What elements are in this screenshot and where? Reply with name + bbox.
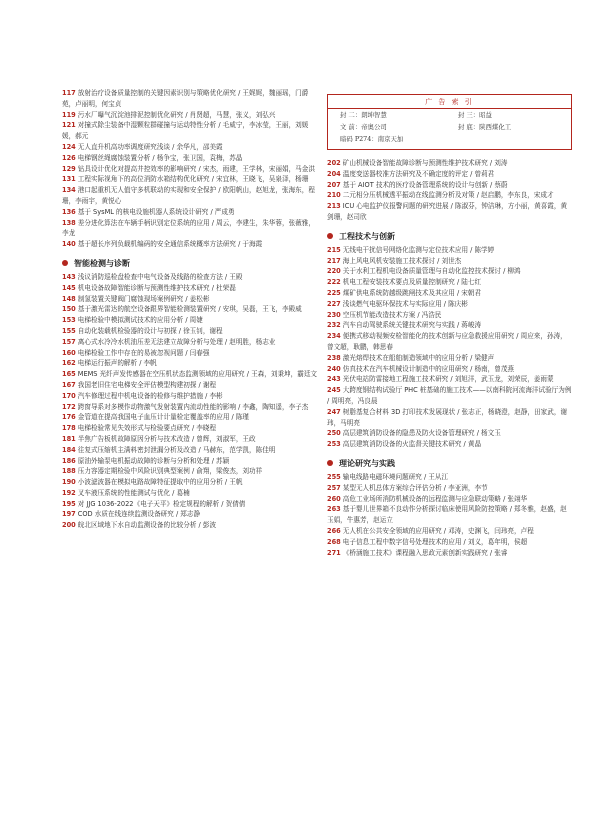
page-number: 178 [62, 424, 76, 433]
article-title: 电梯钢丝绳腐蚀装置分析 / 杨争宝，张卫国，袁梅，苏晶 [77, 153, 243, 162]
toc-entry[interactable] [62, 326, 318, 337]
toc-entry[interactable] [327, 320, 572, 331]
ad-row [328, 121, 571, 133]
toc-entry[interactable] [62, 110, 318, 121]
article-title: 关于水利工程机电设备质量管理与自动化监控技术探讨 / 柳鸿 [342, 267, 521, 276]
page-number: 266 [327, 526, 341, 535]
page-number: 240 [327, 364, 341, 373]
bullet-dot-icon [62, 260, 68, 266]
article-title: 跨窗导系对多模作动物激气发射装置内流动性能的影响 / 李鑫，陶知遥，李子杰 [77, 402, 309, 411]
table-of-contents [62, 88, 572, 748]
page-number: 232 [327, 321, 341, 330]
page-number: 129 [62, 164, 76, 173]
toc-entry[interactable] [62, 337, 318, 348]
page-number: 188 [62, 467, 76, 476]
toc-entry[interactable] [62, 304, 318, 315]
article-title: 某型无人机总体方案综合评估分析 / 李亚洲，李节 [342, 483, 488, 492]
ad-cell: 暗码 P274：南京天加 [340, 135, 404, 143]
page-number: 230 [327, 310, 341, 319]
page-number: 213 [327, 202, 341, 211]
page-number: 172 [62, 402, 76, 411]
toc-entry[interactable] [327, 407, 572, 429]
article-title: 二元相分压机械透平振动在线监测分析及对策 / 赵启鹏，李东良，宋成才 [342, 191, 554, 200]
article-title: COD 水质在线连续监测设备研究 / 郑志静 [77, 510, 201, 519]
toc-entry[interactable] [62, 520, 318, 531]
article-title: 差分进化算法在车辆手柄识别定位系统的应用 / 周云，李建生，朱华蓉，张薇雅，李龙 [62, 218, 315, 238]
article-title: MEMS 光纤声发传感器在空压机状态监测领域的应用研究 / 王森，刘秉坤，霸廷文 [77, 370, 318, 379]
page-number: 145 [62, 283, 76, 292]
toc-entry[interactable] [327, 472, 572, 483]
article-title: 钻具设计优化对提高井控效率的影响研究 / 宋杰，雨建，王学林，宋丽娟，马金洪 [77, 164, 315, 173]
article-title: 电梯检验工作中存在的易被忽视问题 / 闫春强 [77, 348, 210, 357]
right-column [327, 88, 572, 558]
toc-entry[interactable] [327, 201, 572, 223]
ad-row [328, 109, 571, 121]
toc-entry[interactable] [62, 499, 318, 510]
article-title: 无线电干扰信号网络化监测与定位技术应用 / 陈学婷 [342, 245, 495, 254]
toc-entry[interactable] [327, 374, 572, 385]
toc-entry[interactable] [327, 331, 572, 353]
toc-entry[interactable] [62, 120, 318, 142]
article-title: 汽车自动驾驶系统关键技术研究与实践 / 蒋峻涛 [342, 321, 482, 330]
page-number: 176 [62, 413, 76, 422]
article-title: 原油外输泵电机振动故障的诊断与分析和处理 / 苏颖 [77, 456, 230, 465]
page-number: 165 [62, 370, 76, 379]
article-title: 浅议消防巡检盘检查中电气设备及线路的检查方法 / 王殿 [77, 272, 243, 281]
article-title: 半焦广告板机故障原因分析与技术改造 / 曾辉，刘淑军，王政 [77, 434, 256, 443]
section-title: 理论研究与实践 [339, 458, 395, 468]
page-number: 150 [62, 305, 76, 314]
page-number: 136 [62, 207, 76, 216]
article-title: 高危工业场所消防机械设备的远程监测与应急联动策略 / 张翊华 [342, 494, 528, 503]
ad-cell [458, 133, 571, 145]
article-title: 电梯检验常见失效形式与检验要点研究 / 李晓程 [77, 424, 217, 433]
toc-entry[interactable] [327, 385, 572, 407]
page-number: 253 [327, 440, 341, 449]
toc-entry[interactable] [62, 142, 318, 153]
article-title: 海上风电风机安装施工技术探讨 / 刘世杰 [342, 256, 462, 265]
article-title: 电梯运行振声的解析 / 李帆 [77, 359, 157, 368]
toc-entry[interactable] [62, 153, 318, 164]
section-entries-theory [327, 472, 572, 558]
toc-entry[interactable] [62, 423, 318, 434]
toc-entry[interactable] [62, 369, 318, 380]
article-title: 《桥涵施工技术》课程融入思政元素创新实践研究 / 张睿 [342, 548, 508, 557]
page-number: 197 [62, 510, 76, 519]
section-header-engineering [327, 231, 572, 242]
article-title: 浅谈燃气电驱环保技术与实际应用 / 陈庆彬 [342, 299, 468, 308]
page-number: 170 [62, 391, 76, 400]
article-title: 制氢装置关键阀门腐蚀现场案例研究 / 姜松彬 [77, 294, 210, 303]
article-title: 机电设备故障智能诊断与预测性维护技术研究 / 杜荣磊 [77, 283, 236, 292]
toc-entry[interactable] [62, 434, 318, 445]
article-title: 基于 SysML 的核电设施机器人系统设计研究 / 严成勇 [77, 207, 235, 216]
toc-entry[interactable] [62, 207, 318, 218]
toc-entry[interactable] [62, 283, 318, 294]
toc-entry[interactable] [327, 299, 572, 310]
page-number: 153 [62, 316, 76, 325]
article-title: 电子信息工程中数字信号处理技术的应用 / 刘义，葛年明，侯超 [342, 537, 528, 546]
toc-entry[interactable] [327, 483, 572, 494]
article-title: 叉车液压系统的性能测试与优化 / 葛楠 [77, 488, 190, 497]
section-header-smart-detection [62, 258, 318, 269]
article-title: 机电工程安装技术要点及质量控制研究 / 陆七红 [342, 278, 482, 287]
article-title: 电梯检验中模拟测试技术的应用分析 / 周婕 [77, 316, 203, 325]
article-title: 大跨度钢结构试验厅 PHC 桩基础的施工技术——以南科院河流海洋试验厅为例 / 周明亮，冯良晨 [327, 386, 572, 405]
page-number: 255 [327, 472, 341, 481]
article-title: 煤矿供电系统防越级跳闸技术及其应用 / 宋朝君 [342, 288, 482, 297]
ad-cell: 文 前：帝奥公司 [340, 123, 387, 131]
page-number: 202 [327, 159, 341, 167]
toc-entry[interactable] [62, 239, 318, 250]
toc-entry[interactable] [62, 391, 318, 402]
article-title: 空压机节能改造技术方案 / 冯浩民 [342, 310, 442, 319]
article-title: 无人机在公共安全领域的应用研究 / 邓涛，史渊飞，闫玮亮，卢程 [342, 526, 534, 535]
article-title: 高层建筑消防设备的火监督关键技术研究 / 黄晶 [342, 440, 482, 449]
page-number: 162 [62, 359, 76, 368]
toc-entry[interactable] [327, 364, 572, 375]
page-number: 117 [62, 89, 76, 97]
article-title: 港口起重机无人值守多机联动的实现和安全保护 / 欧阳帆山，赵旭龙，张海东，程珊，李雨宇，黄悦心 [62, 186, 315, 205]
page-number: 143 [62, 272, 76, 281]
toc-entry[interactable] [62, 466, 318, 477]
toc-entry[interactable] [327, 256, 572, 267]
bullet-dot-icon [327, 233, 333, 239]
page-number: 119 [62, 110, 76, 119]
toc-entry[interactable] [62, 294, 318, 305]
toc-entry[interactable] [327, 439, 572, 450]
page-number: 148 [62, 294, 76, 303]
toc-entry[interactable] [62, 477, 318, 488]
page-number: 195 [62, 499, 76, 508]
page-number: 167 [62, 380, 76, 389]
right-top-entries [327, 158, 572, 223]
article-title: 自动化装载机检验器的设计与初探 / 徐玉钊，谢程 [77, 326, 223, 335]
page-number: 121 [62, 121, 76, 130]
toc-entry[interactable] [62, 174, 318, 185]
toc-entry[interactable] [62, 509, 318, 520]
page-number: 134 [62, 186, 76, 195]
section-entries-smart-detection [62, 272, 318, 531]
article-title: 矿山机械设备智能故障诊断与预测性维护技术研究 / 刘涛 [342, 159, 508, 167]
ad-row [328, 133, 571, 145]
article-title: 输电线路电磁环境问题研究 / 王从江 [342, 472, 449, 481]
article-title: 压力容器定期检验中风险识别典型案例 / 俞翔，梁俊杰，刘功祥 [77, 467, 263, 476]
page-number: 245 [327, 386, 341, 395]
toc-entry[interactable] [62, 315, 318, 326]
page-number: 181 [62, 434, 76, 443]
toc-entry[interactable] [62, 488, 318, 499]
toc-entry[interactable] [327, 190, 572, 201]
section-title: 工程技术与创新 [339, 231, 395, 241]
toc-entry[interactable] [62, 380, 318, 391]
page-number: 186 [62, 456, 76, 465]
page-number: 227 [327, 299, 341, 308]
page-number: 260 [327, 494, 341, 503]
article-title: 我国老旧住宅电梯安全评估模型构建初探 / 谢程 [77, 380, 217, 389]
page-number: 200 [62, 521, 76, 530]
page-number: 184 [62, 445, 76, 454]
article-title: 光伏电站防雷接地工程施工技术研究 / 刘旭洋，武玉龙，刘荣辰，姜雨蒙 [342, 375, 554, 384]
article-title: 基于 AIOT 技术的医疗设备管理系统的设计与创新 / 蔡蔚 [342, 180, 508, 189]
ad-index-title: 广 告 索 引 [328, 95, 571, 109]
toc-entry[interactable] [327, 180, 572, 191]
article-title: 对撞式除尘装备中湿颗粒群碰撞与运动特性分析 / 毛威宁，李冰莹，王丽，刘媛媛，郝元 [62, 121, 309, 141]
toc-entry[interactable] [327, 277, 572, 288]
article-title: 小波滤波器在模拟电路故障特征提取中的应用分析 / 王帆 [77, 478, 243, 487]
page-number: 126 [62, 153, 76, 162]
article-title: 工程实际视角下的高位消防水箱结构优化研究 / 宋宜林，王晓飞，吴泉泽，杨珊 [77, 175, 309, 184]
toc-entry[interactable] [327, 310, 572, 321]
page-number: 250 [327, 429, 341, 438]
page-number: 207 [327, 180, 341, 189]
article-title: 树脂基复合材料 3D 打印技术发展现状 / 张志正，杨晓澄，赵静，田家武，谢玮，马明亮 [327, 407, 568, 427]
article-title: ICU 心电监护仪报警问题的研究进展 / 陈淑芬，钟洁琳，方小丽，黄喜霞，黄剑珊，赵司欣 [327, 202, 568, 221]
ad-index-box [327, 94, 572, 150]
toc-entry[interactable] [62, 272, 318, 283]
page-number: 160 [62, 348, 76, 357]
article-title: 金管道在提高我国电子血压计计量检定覆盖率的应用 / 陈瑾 [77, 413, 250, 422]
article-title: 皖北区域地下水自动监测设备的比较分析 / 彭波 [77, 521, 217, 530]
page-number: 268 [327, 537, 341, 546]
page-number: 222 [327, 278, 341, 287]
page-number: 234 [327, 332, 341, 341]
toc-entry[interactable] [62, 88, 318, 110]
page-number: 238 [327, 353, 341, 362]
toc-entry[interactable] [62, 412, 318, 423]
section-header-theory [327, 458, 572, 469]
article-title: 基于激光雷达的航空设备跟界智能检测装置研究 / 安琪，吴磊，王飞，李殿威 [77, 305, 302, 314]
article-title: 汽车修理过程中机电设备的检修与维护措施 / 李彬 [77, 391, 223, 400]
toc-entry[interactable] [62, 185, 318, 207]
toc-entry[interactable] [327, 537, 572, 548]
ad-cell: 封 三：昭益 [457, 111, 492, 119]
section-entries-engineering [327, 245, 572, 450]
left-top-entries [62, 88, 318, 250]
ad-index-rows [328, 109, 571, 145]
page-number: 217 [327, 256, 341, 265]
article-title: 无人直升机高功率调度研究浅谈 / 余华凡，邵美霞 [77, 142, 223, 151]
article-title: 高层建筑消防设备的隐患及防火设备管理研究 / 杨文玉 [342, 429, 501, 438]
article-title: 仿真技术在汽车机械设计制造中的应用研究 / 杨南，曾茂燕 [342, 364, 515, 373]
article-title: 污水厂曝气沉淀池排泥控制优化研究 / 肖贤超，马慧，张义，刘弘兴 [77, 110, 276, 119]
ad-cell: 封 二：朗坤智慧 [340, 111, 387, 119]
toc-entry[interactable] [327, 548, 572, 559]
page-number: 155 [62, 326, 76, 335]
toc-entry[interactable] [327, 169, 572, 180]
page-number: 138 [62, 218, 76, 227]
toc-entry[interactable] [327, 158, 572, 169]
page-number: 263 [327, 505, 341, 514]
page-number: 225 [327, 288, 341, 297]
toc-entry[interactable] [62, 164, 318, 175]
toc-entry[interactable] [62, 456, 318, 467]
toc-entry[interactable] [327, 494, 572, 505]
toc-entry[interactable] [62, 402, 318, 413]
article-title: 基于婴儿世界箱不良动作分析探讨临床使用风险防控策略 / 郑冬雅，赵盛，赵玉娟，牛惠芳，赵运立 [327, 505, 567, 525]
page-number: 271 [327, 548, 341, 557]
page-number: 243 [327, 375, 341, 384]
page-number: 204 [327, 169, 341, 178]
page-number: 210 [327, 191, 341, 200]
toc-entry[interactable] [327, 266, 572, 277]
toc-entry[interactable] [327, 504, 572, 526]
page-number: 124 [62, 142, 76, 151]
page-number: 140 [62, 240, 76, 249]
section-title: 智能检测与诊断 [74, 258, 130, 268]
toc-entry[interactable] [327, 245, 572, 256]
left-column [62, 88, 318, 531]
page-number: 220 [327, 267, 341, 276]
page-number: 247 [327, 407, 341, 416]
article-title: 往复式压缩机主满料密封泄漏分析及改造 / 马赫东，范学凯，陈佳明 [77, 445, 276, 454]
page-number: 257 [327, 483, 341, 492]
page-number: 157 [62, 337, 76, 346]
article-title: 离心式水冷冷水机油压差无法建立故障分析与处理 / 赵明胜，杨志业 [77, 337, 276, 346]
page-number: 215 [327, 245, 341, 254]
bullet-dot-icon [327, 460, 333, 466]
toc-entry[interactable] [327, 428, 572, 439]
ad-cell: 封 底：陕西煤化工 [457, 123, 512, 131]
page-number: 131 [62, 175, 76, 184]
toc-entry[interactable] [62, 445, 318, 456]
toc-entry[interactable] [327, 288, 572, 299]
article-title: 便携式移动视频安检智能化的技术创新与应急救援应用研究 / 周应来，孙涛，曾文超，耿鹏，韩思春 [327, 332, 567, 351]
toc-entry[interactable] [62, 358, 318, 369]
page-number: 192 [62, 488, 76, 497]
toc-entry[interactable] [62, 218, 318, 240]
article-title: 放射治疗设备质量控制的关键因素识别与策略优化研究 / 王娓娓，魏丽瑶，门爵苑，卢丽明，何宝贞 [62, 89, 309, 108]
article-title: 对 JJG 1036-2022《电子天平》检定规程的解析 / 贺倩倩 [77, 499, 246, 508]
article-title: 基于超长序列负载机编码的安全通信系统概率方法研究 / 于海霞 [77, 240, 263, 249]
article-title: 温度变送器校准方法研究及不确定度的评定 / 曾莉君 [342, 169, 495, 178]
page-number: 190 [62, 478, 76, 487]
toc-entry[interactable] [62, 348, 318, 359]
toc-entry[interactable] [327, 526, 572, 537]
article-title: 激光熔焊技术在船舶制造领域中的应用分析 / 梁健声 [342, 353, 495, 362]
toc-entry[interactable] [327, 353, 572, 364]
